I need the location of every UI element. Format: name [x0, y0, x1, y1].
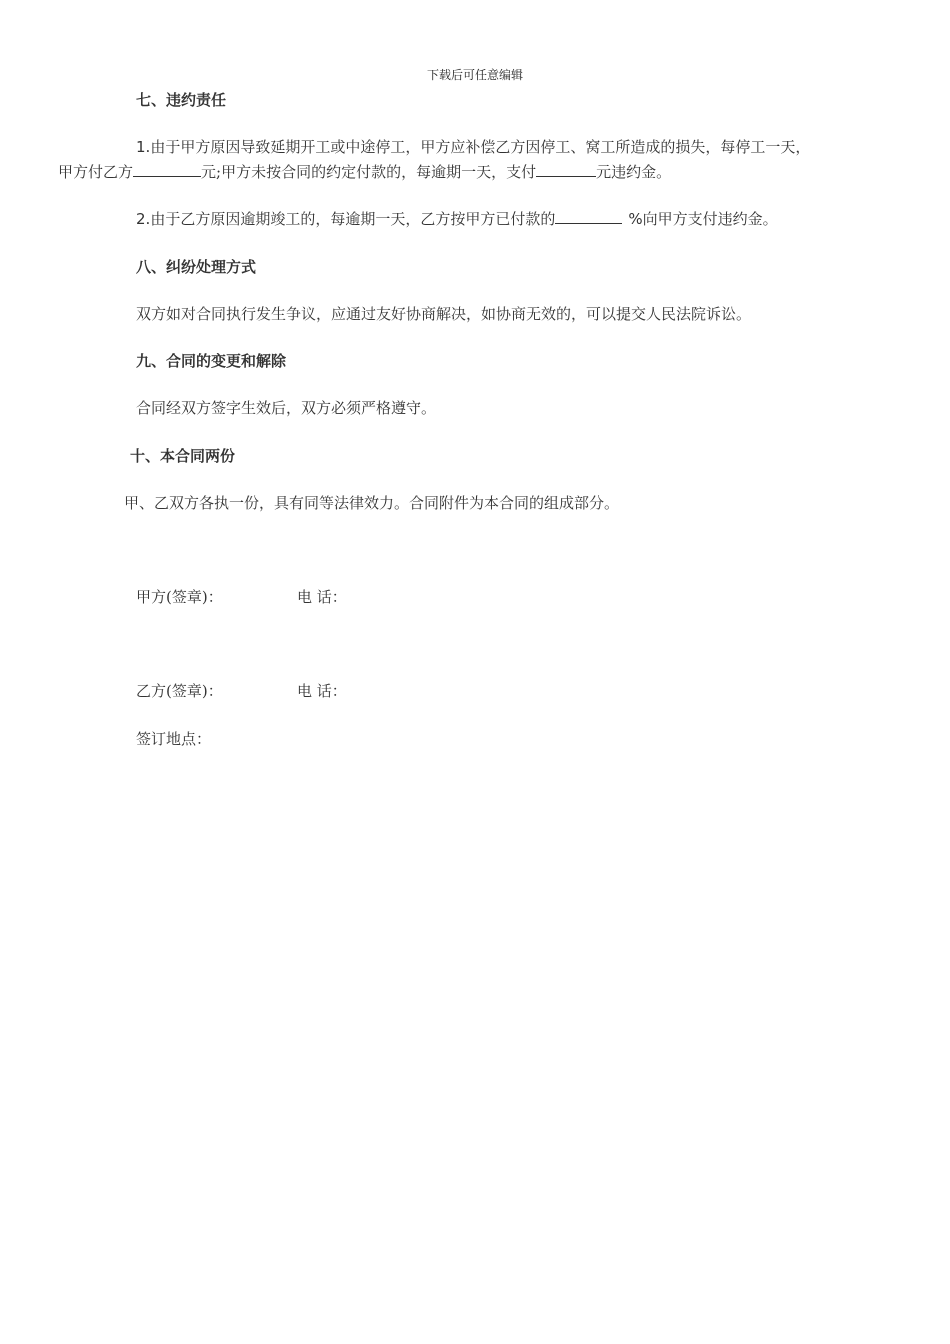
- section-9-title: 九、合同的变更和解除: [136, 352, 287, 370]
- fill-blank-daily-compensation: [133, 161, 201, 177]
- item-2-text-c: 向甲方支付违约金。: [642, 210, 778, 228]
- party-b-phone-label: 电 话：: [297, 682, 347, 700]
- item-1-text-line-1: .由于甲方原因导致延期开工或中途停工，甲方应补偿乙方因停工、窝工所造成的损失，每停工一天，: [145, 138, 811, 156]
- section-7-title: 七、违约责任: [136, 91, 227, 109]
- party-a-phone-label: 电 话：: [297, 588, 347, 606]
- item-1-number: 1: [136, 138, 146, 156]
- signing-place-label: 签订地点：: [136, 730, 212, 748]
- header-note: 下载后可任意编辑: [426, 68, 523, 82]
- section-8-title: 八、纠纷处理方式: [136, 258, 257, 276]
- section-7-item-2: [136, 208, 778, 230]
- fill-blank-late-payment-penalty: [536, 161, 596, 177]
- section-9-text: 合同经双方签字生效后，双方必须严格遵守。: [136, 399, 437, 417]
- section-7-item-1-line-2: [58, 161, 671, 183]
- item-1-text-a: 甲方付乙方: [58, 163, 134, 181]
- item-2-number: 2: [136, 210, 146, 228]
- section-10-text: 甲、乙双方各执一份，具有同等法律效力。合同附件为本合同的组成部分。: [124, 494, 620, 512]
- fill-blank-penalty-percent: [555, 208, 622, 224]
- section-7-item-1-line-1: [136, 136, 810, 158]
- party-b-signature-label: 乙方(签章)：: [136, 682, 223, 700]
- item-1-text-b: 元;甲方未按合同的约定付款的，每逾期一天，支付: [201, 163, 537, 181]
- item-2-text-a: .由于乙方原因逾期竣工的，每逾期一天，乙方按甲方已付款的: [145, 210, 556, 228]
- section-8-text: 双方如对合同执行发生争议，应通过友好协商解决，如协商无效的，可以提交人民法院诉讼。: [136, 305, 752, 323]
- section-10-title: 十、本合同两份: [130, 447, 236, 465]
- percent-sign: %: [628, 210, 643, 228]
- party-a-signature-label: 甲方(签章)：: [136, 588, 223, 606]
- item-1-text-c: 元违约金。: [596, 163, 672, 181]
